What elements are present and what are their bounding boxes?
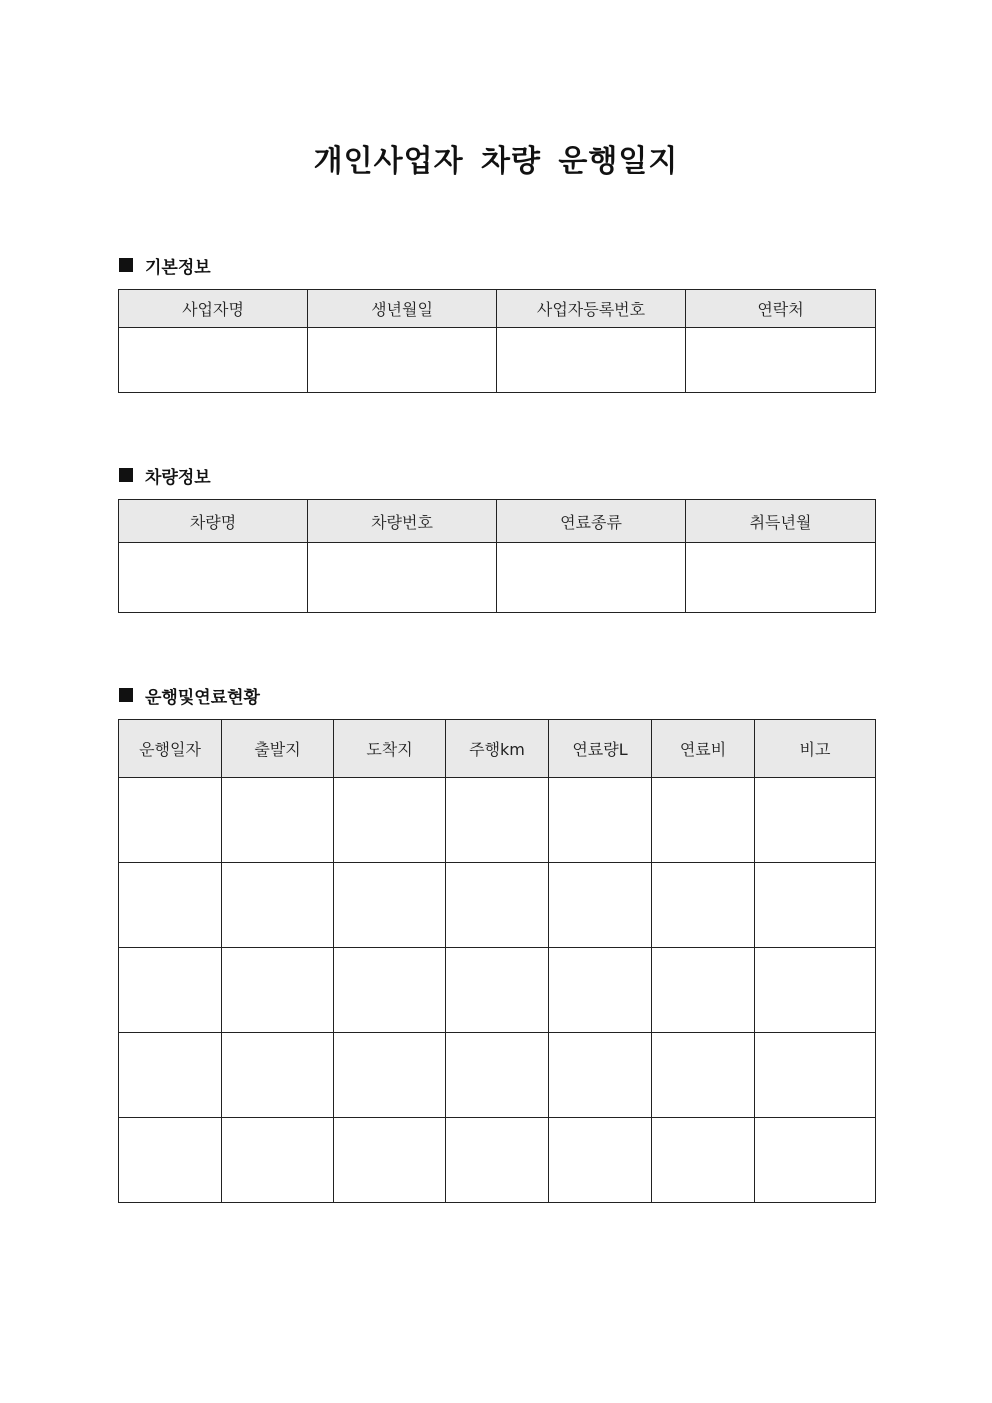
input-cell[interactable] bbox=[549, 1118, 652, 1203]
input-cell[interactable] bbox=[755, 948, 876, 1033]
input-cell-vehicle-number[interactable] bbox=[308, 543, 497, 613]
input-cell-business-name[interactable] bbox=[119, 328, 308, 393]
input-cell[interactable] bbox=[334, 863, 446, 948]
table-row bbox=[119, 328, 876, 393]
column-header-destination: 도착지 bbox=[334, 720, 446, 778]
table-header-row bbox=[119, 720, 876, 778]
input-cell[interactable] bbox=[446, 863, 549, 948]
column-header-vehicle-number: 차량번호 bbox=[308, 500, 497, 543]
input-cell[interactable] bbox=[652, 778, 755, 863]
table-row bbox=[119, 1118, 876, 1203]
input-cell[interactable] bbox=[446, 1033, 549, 1118]
input-cell[interactable] bbox=[549, 1033, 652, 1118]
input-cell[interactable] bbox=[334, 1118, 446, 1203]
column-header-business-name: 사업자명 bbox=[119, 290, 308, 328]
table-header-row bbox=[119, 500, 876, 543]
basic-info-table bbox=[118, 289, 876, 393]
input-cell[interactable] bbox=[549, 863, 652, 948]
document-title: 개인사업자 차량 운행일지 bbox=[313, 144, 679, 179]
input-cell[interactable] bbox=[549, 778, 652, 863]
column-header-birth-date: 생년월일 bbox=[308, 290, 497, 328]
table-header-row bbox=[119, 290, 876, 328]
input-cell[interactable] bbox=[446, 778, 549, 863]
input-cell-vehicle-name[interactable] bbox=[119, 543, 308, 613]
table-row bbox=[119, 1033, 876, 1118]
column-header-acquisition-date: 취득년월 bbox=[686, 500, 876, 543]
input-cell[interactable] bbox=[222, 778, 334, 863]
vehicle-info-table bbox=[118, 499, 876, 613]
input-cell[interactable] bbox=[119, 948, 222, 1033]
input-cell[interactable] bbox=[652, 1033, 755, 1118]
input-cell[interactable] bbox=[222, 1033, 334, 1118]
column-header-remarks: 비고 bbox=[755, 720, 876, 778]
input-cell[interactable] bbox=[446, 1118, 549, 1203]
table-row bbox=[119, 778, 876, 863]
section-heading-label: 운행및연료현황 bbox=[145, 687, 260, 708]
column-header-business-reg-number: 사업자등록번호 bbox=[497, 290, 686, 328]
input-cell-fuel-type[interactable] bbox=[497, 543, 686, 613]
input-cell[interactable] bbox=[652, 1118, 755, 1203]
table-row bbox=[119, 948, 876, 1033]
column-header-fuel-type: 연료종류 bbox=[497, 500, 686, 543]
input-cell[interactable] bbox=[334, 948, 446, 1033]
input-cell[interactable] bbox=[119, 1033, 222, 1118]
input-cell[interactable] bbox=[652, 948, 755, 1033]
column-header-contact: 연락처 bbox=[686, 290, 876, 328]
input-cell[interactable] bbox=[334, 1033, 446, 1118]
input-cell[interactable] bbox=[755, 863, 876, 948]
section-heading-driving-fuel-status bbox=[119, 683, 260, 707]
input-cell[interactable] bbox=[652, 863, 755, 948]
driving-log-table bbox=[118, 719, 876, 1203]
input-cell[interactable] bbox=[222, 863, 334, 948]
input-cell[interactable] bbox=[334, 778, 446, 863]
square-bullet-icon bbox=[119, 258, 133, 272]
input-cell[interactable] bbox=[755, 1118, 876, 1203]
square-bullet-icon bbox=[119, 688, 133, 702]
column-header-fuel-amount-l: 연료량L bbox=[549, 720, 652, 778]
column-header-vehicle-name: 차량명 bbox=[119, 500, 308, 543]
column-header-distance-km: 주행km bbox=[446, 720, 549, 778]
input-cell-contact[interactable] bbox=[686, 328, 876, 393]
input-cell[interactable] bbox=[119, 1118, 222, 1203]
input-cell[interactable] bbox=[755, 778, 876, 863]
section-heading-label: 차량정보 bbox=[145, 467, 211, 488]
input-cell[interactable] bbox=[119, 863, 222, 948]
section-heading-label: 기본정보 bbox=[145, 257, 211, 278]
section-heading-basic-info bbox=[119, 253, 211, 277]
input-cell-birth-date[interactable] bbox=[308, 328, 497, 393]
section-heading-vehicle-info bbox=[119, 463, 211, 487]
column-header-fuel-cost: 연료비 bbox=[652, 720, 755, 778]
input-cell[interactable] bbox=[755, 1033, 876, 1118]
input-cell[interactable] bbox=[222, 1118, 334, 1203]
input-cell[interactable] bbox=[119, 778, 222, 863]
column-header-departure: 출발지 bbox=[222, 720, 334, 778]
table-row bbox=[119, 543, 876, 613]
input-cell[interactable] bbox=[549, 948, 652, 1033]
table-row bbox=[119, 863, 876, 948]
input-cell-business-reg-number[interactable] bbox=[497, 328, 686, 393]
input-cell-acquisition-date[interactable] bbox=[686, 543, 876, 613]
input-cell[interactable] bbox=[446, 948, 549, 1033]
input-cell[interactable] bbox=[222, 948, 334, 1033]
square-bullet-icon bbox=[119, 468, 133, 482]
column-header-drive-date: 운행일자 bbox=[119, 720, 222, 778]
